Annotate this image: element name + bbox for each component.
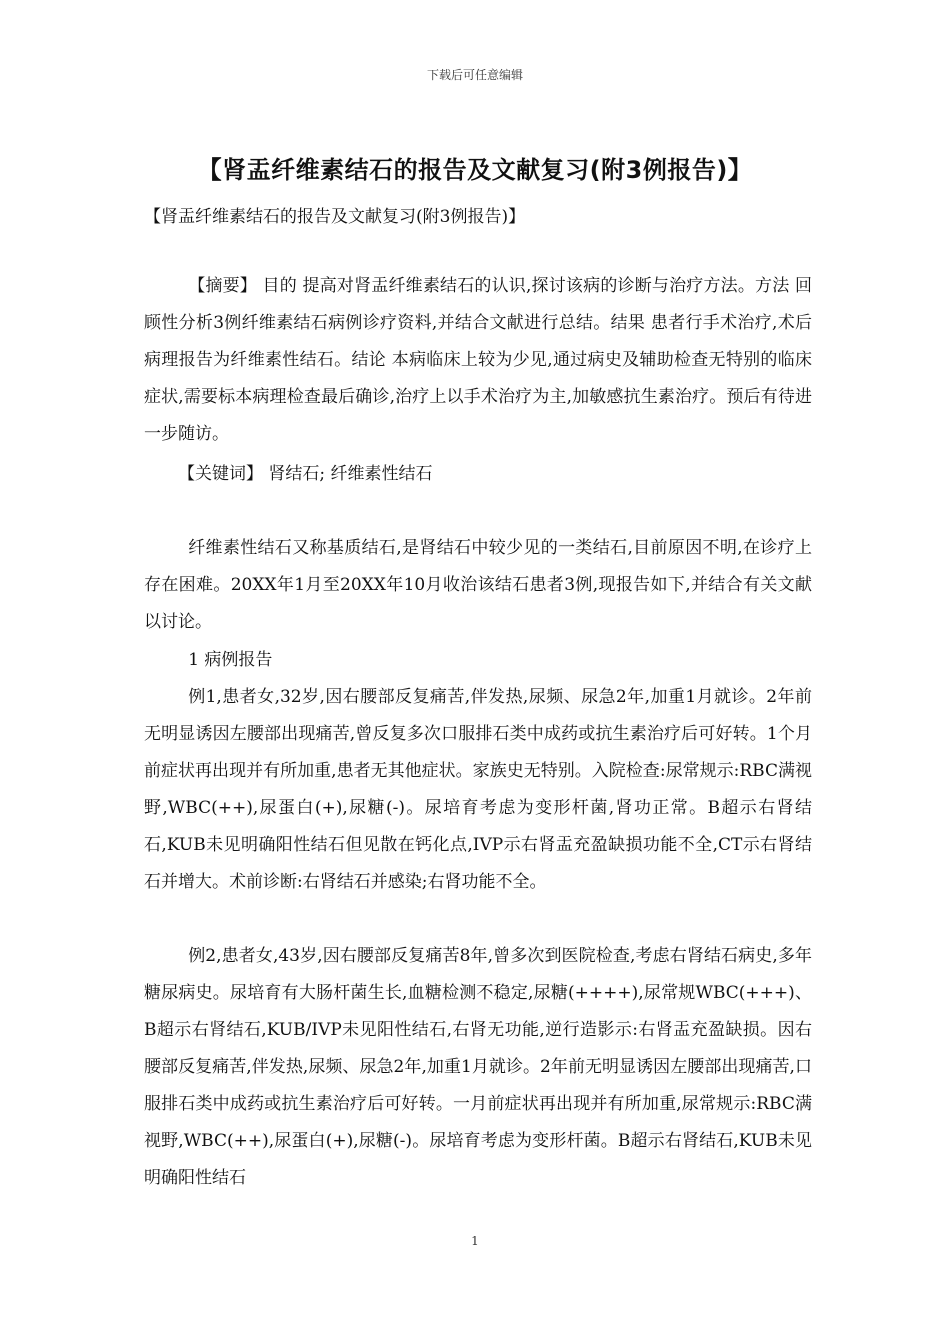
case-1-paragraph: 例1,患者女,32岁,因右腰部反复痛苦,伴发热,尿频、尿急2年,加重1月就诊。2年前无明显诱因左腰部出现痛苦,曾反复多次口服排石类中成药或抗生素治疗后可好转。1个月前症状再出现并有所加重,患者无其他症状。家族史无特别。入院检查:尿常规示:RBC满视野,WBC(++),尿蛋白(+),尿糖(-)。尿培育考虑为变形杆菌,肾功正常。B超示右肾结石,KUB未见明确阳性结石但见散在钙化点,IVP示右肾盂充盈缺损功能不全,CT示右肾结石并增大。术前诊断:右肾结石并感染;右肾功能不全。 — [144, 687, 812, 892]
section-heading: 1 病例报告 — [188, 650, 273, 670]
intro-paragraph: 纤维素性结石又称基质结石,是肾结石中较少见的一类结石,目前原因不明,在诊疗上存在困难。20XX年1月至20XX年10月收治该结石患者3例,现报告如下,并结合有关文献以讨论。 — [144, 538, 812, 632]
page-number: 1 — [471, 1234, 479, 1248]
keywords-paragraph: 【关键词】 肾结石; 纤维素性结石 — [178, 464, 433, 484]
case-2-paragraph: 例2,患者女,43岁,因右腰部反复痛苦8年,曾多次到医院检查,考虑右肾结石病史,多年糖尿病史。尿培育有大肠杆菌生长,血糖检测不稳定,尿糖(++++),尿常规WBC(+++)、 B超示右肾结石,KUB/IVP未见阳性结石,右肾无功能,逆行造影示:右肾盂充盈缺损。因右腰部反复痛苦,伴发热,尿频、尿急2年,加重1月就诊。2年前无明显诱因左腰部出现痛苦,口服排石类中成药或抗生素治疗后可好转。一月前症状再出现并有所加重,尿常规示:RBC满视野,WBC(++),尿蛋白(+),尿糖(-)。尿培育考虑为变形杆菌。B超示右肾结石,KUB未见明确阳性结石 — [144, 946, 812, 1188]
subtitle: 【肾盂纤维素结石的报告及文献复习(附3例报告)】 — [144, 207, 526, 227]
header-note: 下载后可任意编辑 — [426, 68, 523, 82]
page-title: 【肾盂纤维素结石的报告及文献复习(附3例报告)】 — [197, 156, 753, 184]
abstract-paragraph: 【摘要】 目的 提高对肾盂纤维素结石的认识,探讨该病的诊断与治疗方法。方法 回顾性分析3例纤维素结石病例诊疗资料,并结合文献进行总结。结果 患者行手术治疗,术后病理报告为纤维素性结石。结论 本病临床上较为少见,通过病史及辅助检查无特别的临床症状,需要标本病理检查最后确诊,治疗上以手术治疗为主,加敏感抗生素治疗。预后有待进一步随访。 — [144, 276, 812, 444]
